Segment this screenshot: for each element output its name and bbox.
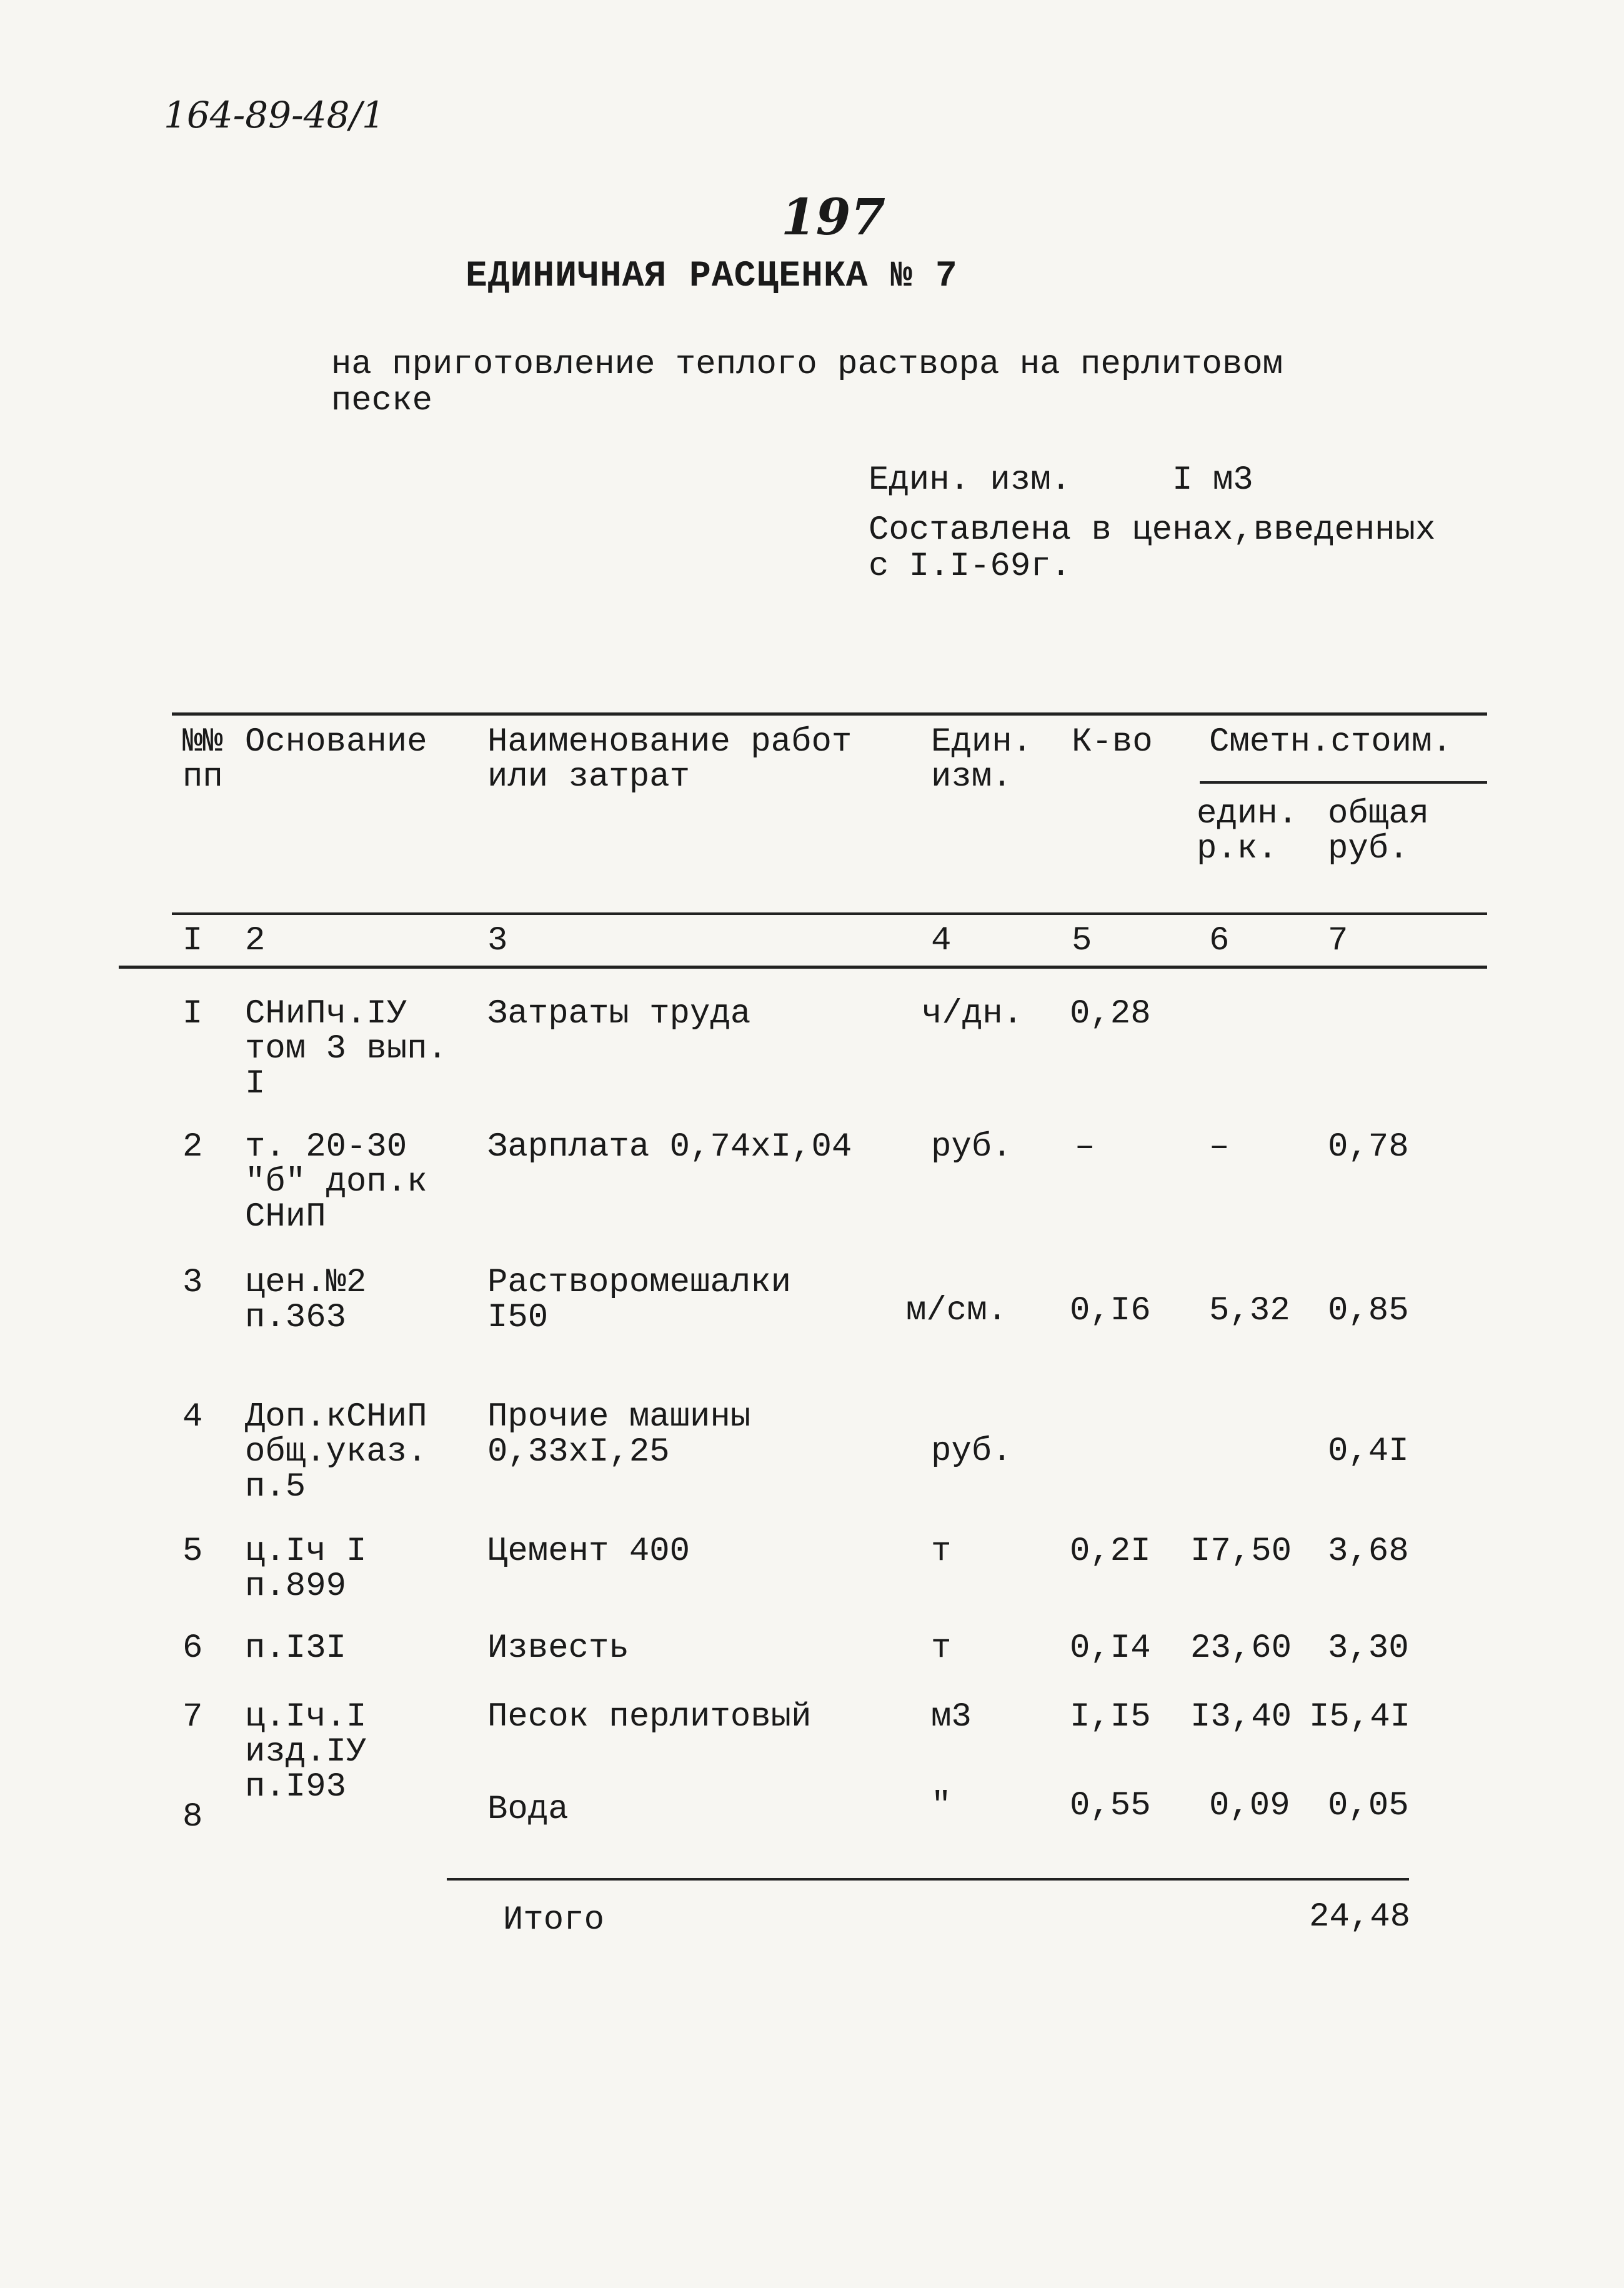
header-work-name: Наименование работ или затрат	[487, 723, 852, 796]
row-basis: п.I3I	[245, 1629, 347, 1667]
page-number: 197	[781, 187, 885, 246]
row-quantity: 0,I6	[1070, 1292, 1151, 1330]
row-quantity: 0,I4	[1070, 1629, 1151, 1667]
row-total: 0,05	[1328, 1787, 1409, 1825]
row-total: 0,78	[1328, 1128, 1409, 1166]
total-value: 24,48	[1309, 1898, 1411, 1936]
cost-group-rule	[1200, 781, 1487, 784]
header-unit: Един. изм.	[931, 723, 1033, 796]
column-number: 7	[1328, 922, 1348, 960]
header-estimated-cost: Сметн.стоим.	[1209, 723, 1452, 761]
row-quantity: –	[1075, 1128, 1095, 1166]
unit-of-measure: Един. изм. I м3	[869, 461, 1253, 499]
row-total: 3,30	[1328, 1629, 1409, 1667]
header-basis: Основание	[245, 723, 427, 761]
column-number: 4	[931, 922, 952, 960]
row-number: 5	[182, 1532, 203, 1571]
row-number: 8	[182, 1798, 203, 1836]
row-number: 4	[182, 1398, 203, 1436]
row-unit: т	[931, 1532, 952, 1571]
total-label: Итого	[503, 1901, 605, 1939]
row-name: Затраты труда	[487, 995, 751, 1033]
row-unit-price: I7,50	[1190, 1532, 1292, 1571]
row-number: 6	[182, 1629, 203, 1667]
row-basis: цен.№2 п.363	[245, 1264, 367, 1337]
row-basis: Доп.кСНиП общ.указ. п.5	[245, 1398, 427, 1506]
row-number: 7	[182, 1698, 203, 1736]
document-code: 164-89-48/1	[164, 94, 385, 136]
row-name: Растворомешалки I50	[487, 1264, 792, 1337]
row-name: Песок перлитовый	[487, 1698, 812, 1736]
row-unit: м3	[931, 1698, 972, 1736]
row-quantity: 0,2I	[1070, 1532, 1151, 1571]
column-number: 5	[1072, 922, 1092, 960]
row-unit: руб.	[931, 1128, 1012, 1166]
row-quantity: 0,55	[1070, 1787, 1151, 1825]
row-unit: т	[931, 1629, 952, 1667]
row-unit-price: 5,32	[1209, 1292, 1290, 1330]
column-numbers-rule	[119, 966, 1487, 969]
row-quantity: 0,28	[1070, 995, 1151, 1033]
row-unit-price: I3,40	[1190, 1698, 1292, 1736]
header-quantity: К-во	[1072, 723, 1153, 761]
row-unit: руб.	[931, 1432, 1012, 1471]
row-unit-price: 0,09	[1209, 1787, 1290, 1825]
row-name: Зарплата 0,74хI,04	[487, 1128, 852, 1166]
document-subtitle: на приготовление теплого раствора на перлитовом песке	[331, 346, 1283, 420]
row-basis: ц.Iч I п.899	[245, 1532, 367, 1606]
row-name: Известь	[487, 1629, 629, 1667]
row-number: I	[182, 995, 203, 1033]
header-total: общая руб.	[1328, 795, 1430, 868]
row-total: 0,85	[1328, 1292, 1409, 1330]
row-total: 0,4I	[1328, 1432, 1409, 1471]
row-total: 3,68	[1328, 1532, 1409, 1571]
table-top-rule	[172, 712, 1487, 716]
column-number: 6	[1209, 922, 1230, 960]
row-number: 2	[182, 1128, 203, 1166]
column-number: 2	[245, 922, 266, 960]
column-number: 3	[487, 922, 508, 960]
row-total: I5,4I	[1309, 1698, 1411, 1736]
column-number: I	[182, 922, 203, 960]
row-quantity: I,I5	[1070, 1698, 1151, 1736]
row-unit-price: 23,60	[1190, 1629, 1292, 1667]
row-name: Цемент 400	[487, 1532, 690, 1571]
row-unit: "	[931, 1787, 952, 1825]
total-rule	[447, 1878, 1409, 1881]
row-name: Прочие машины 0,33хI,25	[487, 1398, 751, 1471]
row-number: 3	[182, 1264, 203, 1302]
row-basis: т. 20-30 "б" доп.к СНиП	[245, 1128, 427, 1236]
header-row-number: №№ пп	[182, 723, 223, 796]
row-basis: СНиПч.IУ том 3 вып. I	[245, 995, 448, 1103]
prices-note: Составлена в ценах,введенных с I.I-69г.	[869, 511, 1436, 586]
header-unit-price: един. р.к.	[1197, 795, 1298, 868]
header-bottom-rule	[172, 912, 1487, 915]
document-title: ЕДИНИЧНАЯ РАСЦЕНКА № 7	[466, 256, 958, 297]
row-basis: ц.Iч.I изд.IУ п.I93	[245, 1698, 367, 1806]
row-unit: м/см.	[906, 1292, 1008, 1330]
row-name: Вода	[487, 1791, 569, 1829]
row-unit-price: –	[1209, 1128, 1230, 1166]
row-unit: ч/дн.	[922, 995, 1024, 1033]
